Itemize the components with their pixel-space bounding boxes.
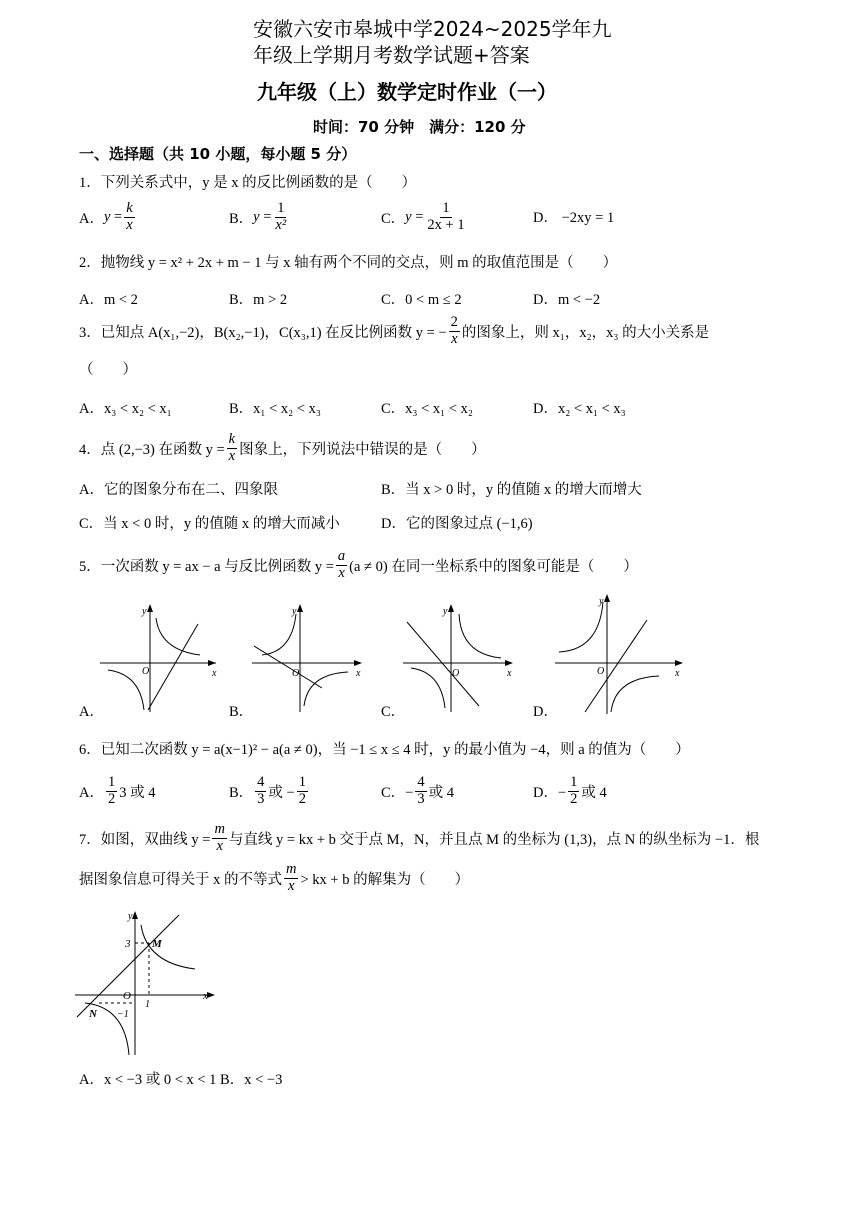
q1-a-label: A． [79, 210, 104, 227]
svg-text:O: O [123, 990, 131, 1002]
svg-text:x: x [675, 668, 680, 679]
svg-text:y: y [292, 606, 297, 617]
fraction: $\frac{1}{\text{x²}}$ [275, 199, 287, 233]
section-heading: 一、选择题（共 10 小题，每小题 5 分） [79, 145, 357, 163]
svg-text:3: 3 [125, 938, 131, 950]
fraction: $\frac{1}{2}$ [107, 773, 116, 807]
q3-option-d: D．x₂ < x₁ < x₃ [533, 401, 626, 417]
q5-graph-a [100, 600, 220, 715]
q1-option-b: B． y = $\frac{1}{\text{x²}}$ [229, 199, 287, 233]
q1-option-a: A． y = $\frac{k}{x}$ [79, 199, 133, 233]
question-7-stem-line1: 7．如图，双曲线 y = $\frac{m}{x}$ 与直线 y = kx + b 交于点 M，N，并且点 M 的坐标为 (1,3)，点 N 的纵坐标为 −1．根 [79, 820, 760, 854]
svg-text:1: 1 [145, 999, 150, 1010]
fraction: $\frac{1}{2}$ [570, 773, 578, 807]
question-3-stem: 3．已知点 A(x₁,−2)，B(x₂,−1)，C(x₃,1) 在反比例函数 y = − $\frac{2}{x}$ 的图象上，则 x₁，x₂，x₃ 的大小关系是 [79, 313, 710, 347]
svg-text:x: x [507, 668, 512, 679]
q4-option-c: C．当 x < 0 时，y 的值随 x 的增大而减小 [79, 516, 340, 532]
svg-text:y: y [599, 596, 604, 607]
q1-option-c: C． y = $\frac{1}{2x + 1}$ [381, 199, 465, 233]
q6-option-a: A． $\frac{1}{2}$ 3 或 4 [79, 773, 156, 807]
svg-text:O: O [292, 668, 300, 679]
doc-title-line2: 年级上学期月考数学试题+答案 [253, 43, 530, 67]
fraction: $\frac{m}{x}$ [286, 860, 297, 894]
q3-option-b: B．x₁ < x₂ < x₃ [229, 401, 321, 417]
q4-option-b: B．当 x > 0 时，y 的值随 x 的增大而增大 [381, 482, 642, 498]
svg-text:y: y [128, 911, 133, 922]
question-1-stem: 1．下列关系式中，y 是 x 的反比例函数的是（ ） [79, 175, 417, 191]
fraction: $\frac{k}{x}$ [228, 430, 236, 464]
svg-text:O: O [597, 666, 605, 677]
svg-text:x: x [356, 668, 361, 679]
q5-label-a: A． [79, 704, 104, 720]
fraction: $\frac{1}{2}$ [298, 773, 306, 807]
q5-label-d: D． [533, 704, 558, 720]
q6-option-c: C．− $\frac{4}{3}$ 或 4 [381, 773, 454, 807]
q5-label-c: C． [381, 704, 406, 720]
svg-text:y: y [142, 606, 147, 617]
svg-text:−1: −1 [117, 1009, 129, 1020]
q2-option-d: D．m < −2 [533, 292, 601, 308]
svg-text:x: x [203, 990, 208, 1002]
q3-option-c: C．x₃ < x₁ < x₂ [381, 401, 473, 417]
fraction: $\frac{k}{x}$ [126, 199, 133, 233]
q4-option-d: D．它的图象过点 (−1,6) [381, 516, 533, 532]
question-4-stem: 4．点 (2,−3) 在函数 y = $\frac{k}{x}$ 图象上，下列说法中错误的是（ ） [79, 430, 486, 464]
q7-graph [75, 905, 220, 1060]
q7-options: A．x < −3 或 0 < x < 1 B．x < −3 [79, 1072, 283, 1088]
fraction: $\frac{m}{x}$ [214, 820, 225, 854]
svg-text:M: M [152, 938, 162, 950]
q6-option-d: D．− $\frac{1}{2}$ 或 4 [533, 773, 607, 807]
q5-label-b: B． [229, 704, 254, 720]
fraction: $\frac{2}{x}$ [450, 313, 458, 347]
fraction: $\frac{a}{x}$ [337, 547, 346, 581]
q2-option-c: C．0 < m ≤ 2 [381, 292, 462, 308]
q5-graph-b [252, 600, 367, 715]
q3-option-a: A．x₃ < x₂ < x₁ [79, 401, 172, 417]
fraction: $\frac{4}{3}$ [257, 773, 265, 807]
q3-answer-paren: （ ） [79, 362, 137, 378]
q5-graph-c [403, 600, 518, 715]
question-7-stem-line2: 据图象信息可得关于 x 的不等式 $\frac{m}{x}$ > kx + b 的解集为（ ） [79, 860, 470, 894]
q4-option-a: A．它的图象分布在二、四象限 [79, 482, 278, 498]
q2-option-a: A．m < 2 [79, 292, 138, 308]
question-2-stem: 2．抛物线 y = x² + 2x + m − 1 与 x 轴有两个不同的交点，则 m 的取值范围是（ ） [79, 255, 618, 271]
main-title: 九年级（上）数学定时作业（一） [257, 80, 557, 104]
question-5-stem: 5．一次函数 y = ax − a 与反比例函数 y = $\frac{a}{x}$ (a ≠ 0) 在同一坐标系中的图象可能是（ ） [79, 547, 638, 581]
doc-title-line1: 安徽六安市皋城中学2024~2025学年九 [253, 17, 612, 41]
svg-text:O: O [142, 666, 150, 677]
exam-meta: 时间：70 分钟 满分：120 分 [313, 118, 526, 136]
q6-option-b: B． $\frac{4}{3}$ 或 − $\frac{1}{2}$ [229, 773, 306, 807]
svg-text:y: y [443, 606, 448, 617]
svg-text:x: x [212, 668, 217, 679]
fraction: $\frac{1}{2x + 1}$ [427, 199, 465, 233]
q1-option-d: D． −2xy = 1 [533, 210, 615, 226]
q2-option-b: B．m > 2 [229, 292, 288, 308]
svg-text:O: O [452, 668, 460, 679]
question-6-stem: 6．已知二次函数 y = a(x−1)² − a(a ≠ 0)，当 −1 ≤ x ≤ 4 时，y 的最小值为 −4，则 a 的值为（ ） [79, 742, 690, 758]
svg-text:N: N [89, 1008, 97, 1020]
q5-graph-d [555, 590, 685, 715]
fraction: $\frac{4}{3}$ [417, 773, 425, 807]
